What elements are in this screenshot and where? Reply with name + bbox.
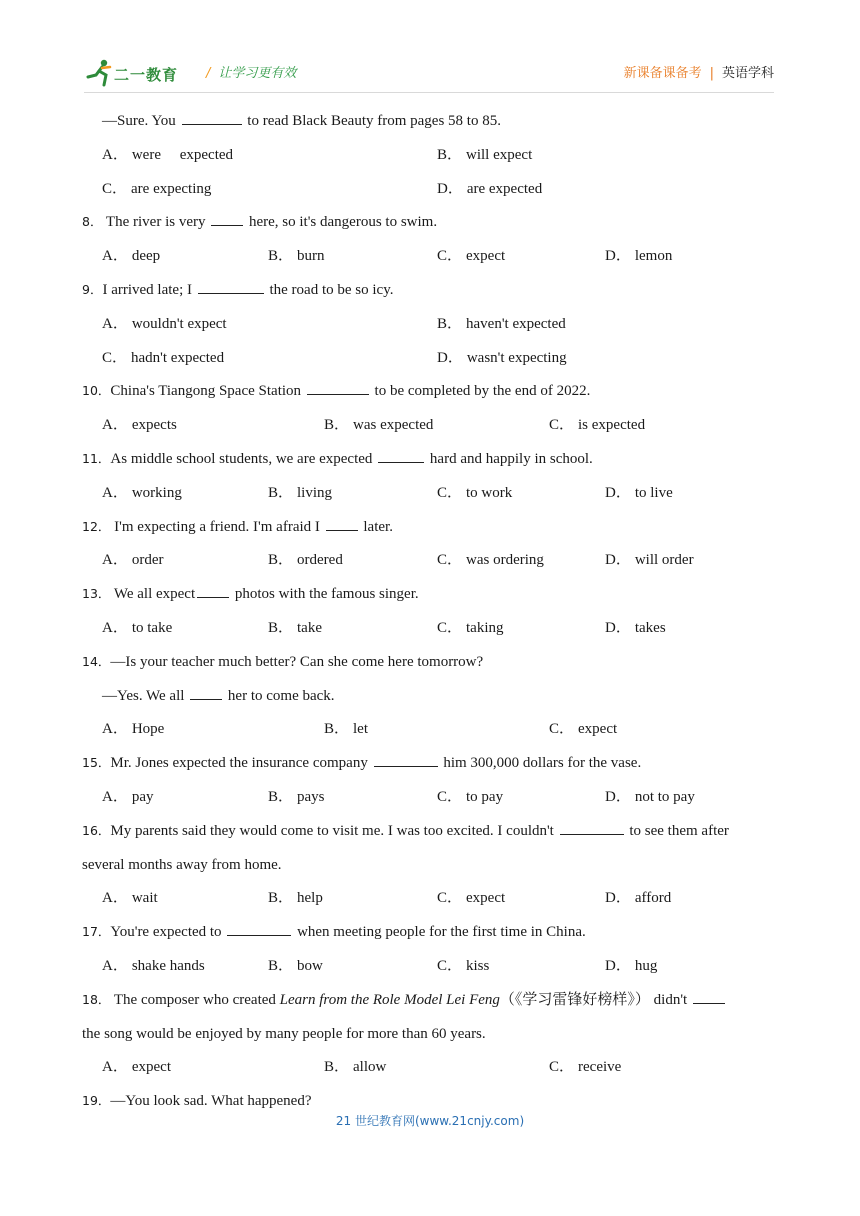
- option-text: expect: [131, 1059, 171, 1076]
- option-text: order: [131, 552, 164, 569]
- option-text: Hope: [131, 721, 165, 738]
- question-text: （《学习雷锋好榜样》） didn't: [499, 991, 691, 1008]
- answer-option[interactable]: [605, 243, 672, 269]
- answer-option[interactable]: [268, 615, 322, 641]
- question-text: photos with the famous singer.: [231, 586, 419, 603]
- song-title: Learn from the Role Model Lei Feng: [279, 991, 500, 1008]
- option-text: wasn't expecting: [466, 349, 567, 366]
- option-text: haven't expected: [466, 315, 566, 332]
- option-letter: A．: [102, 248, 128, 265]
- question-stem: [82, 649, 782, 683]
- answer-option[interactable]: [102, 1054, 171, 1080]
- question-text: hard and happily in school.: [426, 450, 593, 467]
- answer-blank: [374, 750, 438, 767]
- option-letter: C．: [437, 788, 463, 805]
- answer-blank: [307, 378, 369, 395]
- answer-options-row: [82, 885, 782, 919]
- option-letter: D．: [605, 788, 631, 805]
- option-letter: A．: [102, 484, 128, 501]
- option-letter: C．: [549, 1059, 575, 1076]
- option-text: pays: [297, 788, 325, 805]
- question-text: to be completed by the end of 2022.: [370, 383, 591, 400]
- answer-blank: [182, 108, 242, 125]
- option-text: were expected: [131, 146, 234, 163]
- question-text: The composer who created: [110, 991, 280, 1008]
- question-text: Mr. Jones expected the insurance company: [110, 755, 372, 772]
- option-letter: B．: [324, 417, 350, 434]
- answer-options-row: [82, 1054, 782, 1088]
- answer-option[interactable]: [102, 142, 233, 168]
- question-stem: [82, 277, 782, 311]
- question-stem: [82, 514, 782, 548]
- answer-option[interactable]: [549, 716, 617, 742]
- option-letter: B．: [268, 552, 294, 569]
- question-text: when meeting people for the first time in China.: [293, 924, 586, 941]
- answer-options-row: [82, 784, 782, 818]
- question-stem: [82, 581, 782, 615]
- option-text: deep: [131, 248, 161, 265]
- header-divider: [84, 92, 774, 93]
- option-letter: B．: [268, 788, 294, 805]
- answer-option[interactable]: [324, 412, 433, 438]
- question-text: China's Tiangong Space Station: [110, 383, 305, 400]
- option-letter: A．: [102, 417, 128, 434]
- option-letter: C．: [549, 417, 575, 434]
- question-number: 9．: [82, 281, 103, 297]
- option-text: help: [297, 890, 323, 907]
- question-text: to read Black Beauty from pages 58 to 85.: [243, 113, 501, 129]
- question-text: As middle school students, we are expected: [110, 450, 377, 467]
- answer-option[interactable]: [437, 547, 544, 573]
- running-figure-icon: [84, 58, 114, 88]
- question-stem: [82, 987, 782, 1021]
- option-letter: A．: [102, 146, 128, 163]
- option-text: kiss: [466, 957, 490, 974]
- option-text: to work: [466, 484, 513, 501]
- answer-option[interactable]: [437, 311, 566, 337]
- option-text: expect: [466, 890, 506, 907]
- answer-options-row: [82, 412, 782, 446]
- answer-options-row: [82, 615, 782, 649]
- answer-blank: [197, 581, 229, 598]
- option-text: to live: [634, 484, 673, 501]
- question-text: I'm expecting a friend. I'm afraid I: [110, 518, 324, 535]
- logo-text: 二一教育: [114, 66, 179, 84]
- question-number: 16．: [82, 822, 111, 838]
- page-footer: 21 世纪教育网(www.21cnjy.com): [335, 1114, 525, 1128]
- option-text: bow: [297, 957, 323, 974]
- question-continuation: [82, 683, 782, 717]
- answer-option[interactable]: [268, 953, 323, 979]
- question-number: 12．: [82, 518, 111, 534]
- answer-option[interactable]: [437, 243, 505, 269]
- question-stem: [82, 378, 782, 412]
- option-letter: D．: [605, 248, 631, 265]
- answer-option[interactable]: [549, 412, 645, 438]
- question-text: several months away from home.: [82, 856, 282, 873]
- page-header: [84, 56, 774, 90]
- option-letter: A．: [102, 1059, 128, 1076]
- question-stem: [82, 919, 782, 953]
- option-letter: A．: [102, 890, 128, 907]
- answer-option[interactable]: [102, 243, 160, 269]
- option-text: expects: [131, 417, 177, 434]
- answer-option[interactable]: [437, 953, 489, 979]
- option-letter: A．: [102, 788, 128, 805]
- option-letter: C．: [437, 248, 463, 265]
- option-letter: B．: [324, 1059, 350, 1076]
- option-letter: C．: [437, 890, 463, 907]
- question-text: —You look sad. What happened?: [110, 1093, 312, 1110]
- answer-option[interactable]: [437, 784, 503, 810]
- option-letter: B．: [437, 146, 463, 163]
- option-text: taking: [466, 619, 504, 636]
- answer-option[interactable]: [268, 243, 325, 269]
- option-text: hadn't expected: [131, 349, 225, 366]
- option-letter: C．: [437, 619, 463, 636]
- answer-option[interactable]: [324, 1054, 386, 1080]
- answer-blank: [378, 446, 424, 463]
- option-text: working: [131, 484, 182, 501]
- question-text: —Is your teacher much better? Can she come here tomorrow?: [110, 653, 484, 670]
- answer-option[interactable]: [437, 480, 512, 506]
- option-text: was expected: [353, 417, 434, 434]
- answer-option[interactable]: [437, 176, 542, 202]
- option-letter: A．: [102, 619, 128, 636]
- question-number: 14．: [82, 653, 111, 669]
- option-letter: B．: [324, 721, 350, 738]
- answer-blank: [693, 987, 725, 1004]
- question-stem: [82, 209, 782, 243]
- answer-options-row: [82, 547, 782, 581]
- question-text: My parents said they would come to visit me. I was too excited. I couldn't: [110, 822, 558, 839]
- option-text: receive: [578, 1059, 622, 1076]
- answer-option[interactable]: [268, 547, 343, 573]
- question-text: him 300,000 dollars for the vase.: [439, 755, 642, 772]
- answer-options-row: [82, 311, 782, 345]
- answer-options-row: [82, 480, 782, 514]
- question-text: her to come back.: [224, 687, 335, 704]
- answer-option[interactable]: [102, 176, 211, 202]
- question-text: We all expect: [110, 586, 196, 603]
- question-continuation: [82, 852, 782, 886]
- option-text: takes: [634, 619, 666, 636]
- question-text: the song would be enjoyed by many people for more than 60 years.: [82, 1025, 486, 1042]
- answer-option[interactable]: [324, 716, 368, 742]
- answer-options-row: [82, 953, 782, 987]
- answer-option[interactable]: [605, 784, 695, 810]
- option-text: wait: [131, 890, 158, 907]
- option-text: take: [297, 619, 322, 636]
- slogan-text: 让学习更有效: [218, 66, 297, 81]
- header-subject-labels: [624, 62, 774, 81]
- question-continuation: [82, 108, 782, 142]
- option-letter: A．: [102, 957, 128, 974]
- option-letter: B．: [268, 957, 294, 974]
- slash-divider-icon: /: [206, 66, 211, 81]
- option-letter: C．: [437, 484, 463, 501]
- course-label: 新课备课备考: [623, 66, 702, 81]
- question-number: 15．: [82, 755, 111, 771]
- question-continuation: [82, 1021, 782, 1055]
- question-text: —Sure. You: [102, 113, 180, 129]
- option-text: living: [297, 484, 333, 501]
- question-number: 10．: [82, 383, 111, 399]
- option-text: lemon: [634, 248, 673, 265]
- question-text: I arrived late; I: [102, 281, 196, 298]
- option-text: was ordering: [466, 552, 544, 569]
- question-number: 11．: [82, 450, 111, 466]
- subject-label: 英语学科: [721, 66, 774, 81]
- worksheet-content: [82, 108, 782, 1122]
- question-number: 18．: [82, 991, 111, 1007]
- answer-option[interactable]: [102, 412, 177, 438]
- question-number: 19．: [82, 1093, 111, 1109]
- answer-option[interactable]: [437, 142, 532, 168]
- answer-options-row: [82, 716, 782, 750]
- option-text: will order: [634, 552, 694, 569]
- question-text: The river is very: [102, 214, 210, 231]
- answer-option[interactable]: [102, 885, 158, 911]
- option-letter: B．: [268, 484, 294, 501]
- answer-options-row: [82, 345, 782, 379]
- option-letter: A．: [102, 552, 128, 569]
- option-text: hug: [634, 957, 658, 974]
- answer-option[interactable]: [102, 480, 182, 506]
- option-letter: C．: [549, 721, 575, 738]
- answer-blank: [227, 919, 291, 936]
- question-stem: [82, 446, 782, 480]
- option-letter: C．: [437, 957, 463, 974]
- option-letter: C．: [437, 552, 463, 569]
- question-stem: [82, 818, 782, 852]
- option-letter: D．: [605, 552, 631, 569]
- question-number: 13．: [82, 586, 111, 602]
- question-number: 17．: [82, 924, 111, 940]
- option-letter: B．: [268, 248, 294, 265]
- answer-option[interactable]: [605, 615, 666, 641]
- answer-option[interactable]: [605, 885, 671, 911]
- option-letter: D．: [605, 619, 631, 636]
- option-letter: B．: [437, 315, 463, 332]
- answer-blank: [560, 818, 624, 835]
- answer-option[interactable]: [102, 716, 164, 742]
- option-text: afford: [634, 890, 672, 907]
- answer-blank: [211, 209, 243, 226]
- slogan: [206, 62, 296, 81]
- option-letter: D．: [605, 484, 631, 501]
- answer-options-row: [82, 142, 782, 176]
- option-text: to take: [131, 619, 173, 636]
- question-text: the road to be so icy.: [265, 281, 394, 298]
- question-text: You're expected to: [110, 924, 226, 941]
- option-text: burn: [297, 248, 325, 265]
- option-text: allow: [353, 1059, 387, 1076]
- answer-option[interactable]: [549, 1054, 621, 1080]
- option-text: expect: [578, 721, 618, 738]
- header-separator: |: [709, 66, 714, 81]
- logo: [84, 58, 190, 88]
- option-text: pay: [131, 788, 154, 805]
- option-letter: B．: [268, 890, 294, 907]
- option-letter: A．: [102, 315, 128, 332]
- option-text: let: [353, 721, 369, 738]
- option-text: are expected: [466, 180, 543, 197]
- answer-option[interactable]: [102, 311, 227, 337]
- option-letter: D．: [437, 349, 463, 366]
- option-text: to pay: [466, 788, 504, 805]
- option-letter: B．: [268, 619, 294, 636]
- option-letter: D．: [437, 180, 463, 197]
- answer-option[interactable]: [437, 885, 505, 911]
- question-text: later.: [359, 518, 393, 535]
- answer-option[interactable]: [437, 345, 567, 371]
- option-letter: C．: [102, 349, 128, 366]
- question-text: —Yes. We all: [102, 687, 189, 704]
- question-stem: [82, 750, 782, 784]
- answer-option[interactable]: [102, 547, 164, 573]
- option-letter: D．: [605, 890, 631, 907]
- answer-option[interactable]: [605, 480, 673, 506]
- answer-option[interactable]: [605, 953, 657, 979]
- option-text: ordered: [297, 552, 343, 569]
- option-text: are expecting: [131, 180, 212, 197]
- option-text: is expected: [578, 417, 646, 434]
- question-number: 8．: [82, 214, 103, 230]
- option-letter: C．: [102, 180, 128, 197]
- answer-option[interactable]: [437, 615, 504, 641]
- answer-option[interactable]: [102, 345, 224, 371]
- answer-blank: [190, 683, 222, 700]
- option-letter: A．: [102, 721, 128, 738]
- option-text: wouldn't expect: [131, 315, 227, 332]
- answer-options-row: [82, 176, 782, 210]
- answer-option[interactable]: [268, 885, 323, 911]
- option-text: shake hands: [131, 957, 205, 974]
- option-text: will expect: [466, 146, 533, 163]
- answer-option[interactable]: [102, 615, 172, 641]
- answer-option[interactable]: [102, 953, 205, 979]
- answer-option[interactable]: [102, 784, 154, 810]
- question-text: to see them after: [625, 822, 729, 839]
- option-text: not to pay: [634, 788, 695, 805]
- answer-option[interactable]: [605, 547, 694, 573]
- option-text: expect: [466, 248, 506, 265]
- answer-blank: [198, 277, 264, 294]
- question-text: here, so it's dangerous to swim.: [245, 214, 438, 231]
- answer-blank: [326, 514, 358, 531]
- answer-option[interactable]: [268, 480, 332, 506]
- answer-options-row: [82, 243, 782, 277]
- option-letter: D．: [605, 957, 631, 974]
- answer-option[interactable]: [268, 784, 325, 810]
